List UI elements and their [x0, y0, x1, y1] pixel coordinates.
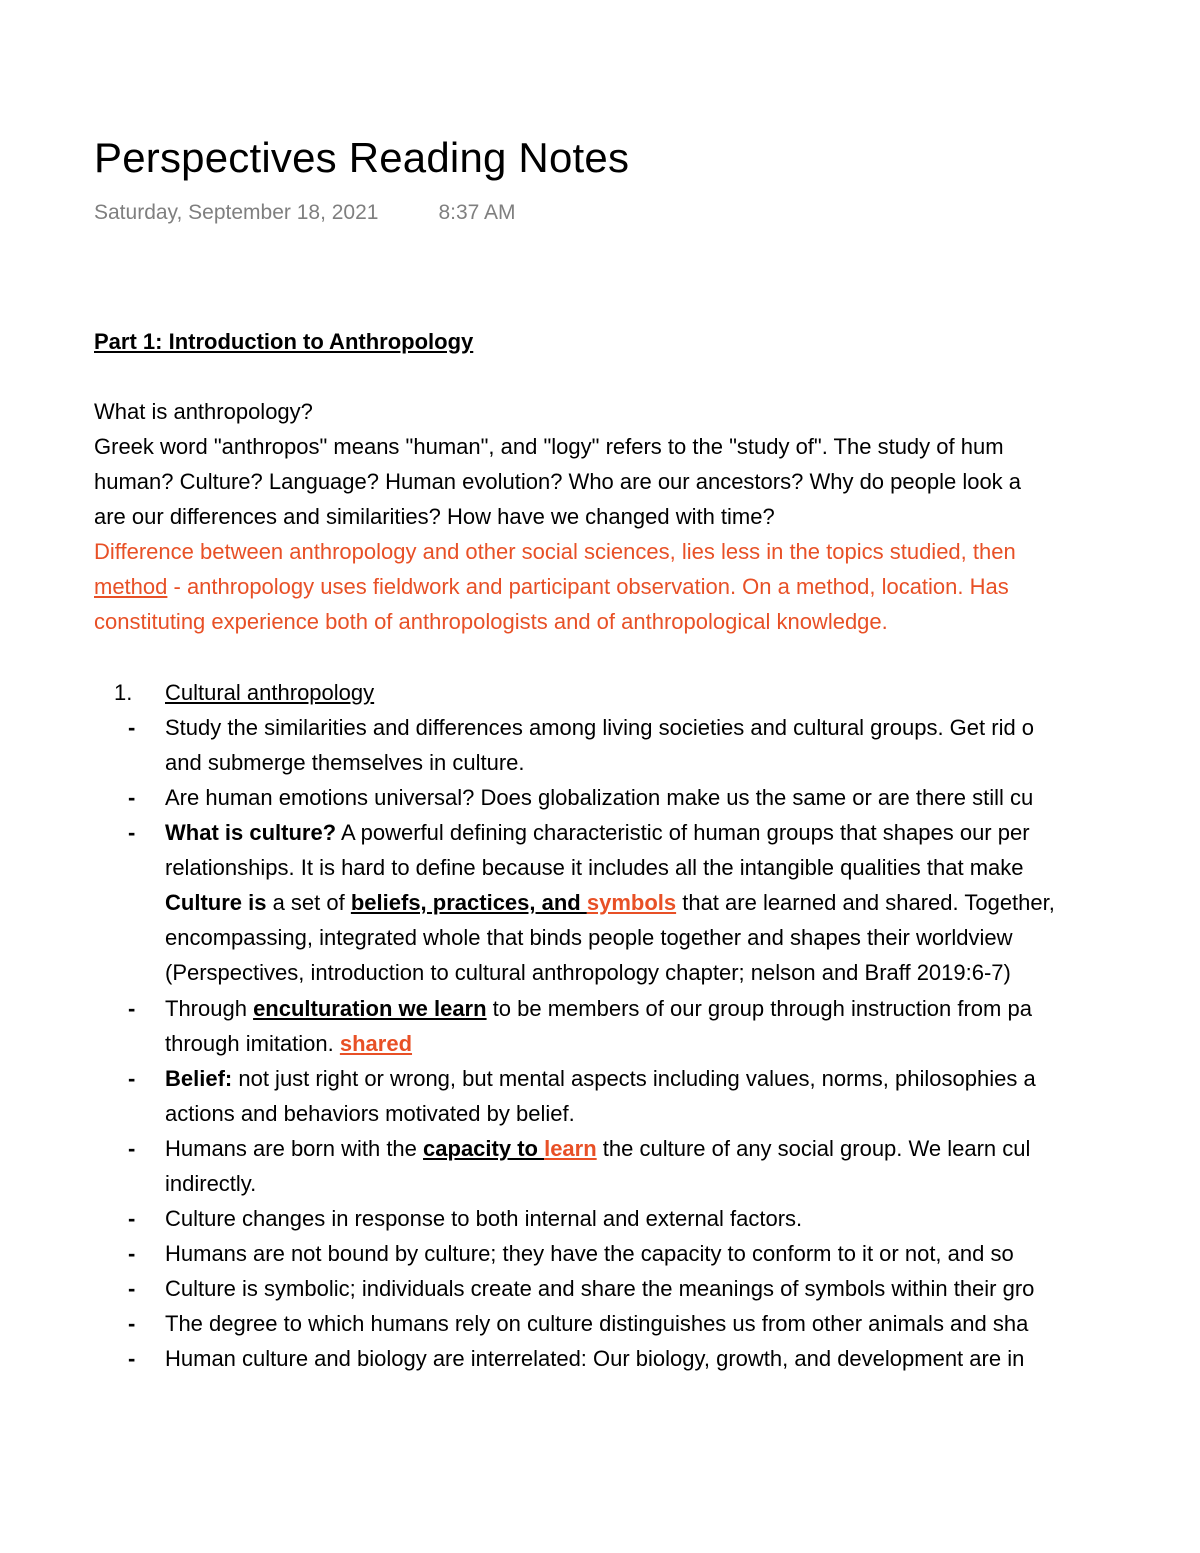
list-item: Culture is symbolic; individuals create and share the meanings of symbols within their gro	[165, 1276, 1035, 1301]
list-item	[165, 817, 1030, 849]
list-number: 1.	[114, 680, 133, 705]
highlight-line	[94, 571, 1009, 603]
list-item: Humans are not bound by culture; they have the capacity to conform to it or not, and so	[165, 1241, 1014, 1266]
list-item-continuation: encompassing, integrated whole that binds people together and shapes their worldview	[165, 925, 1013, 950]
list-item-continuation: (Perspectives, introduction to cultural anthropology chapter; nelson and Braff 2019:6-7)	[165, 960, 1011, 985]
bullet-dash: -	[128, 1276, 136, 1301]
list-text: Humans are born with the	[165, 1136, 424, 1161]
bold-term: What is culture?	[165, 820, 337, 845]
page-time: 8:37 AM	[438, 201, 516, 224]
bullet-dash: -	[128, 1136, 136, 1161]
list-text: that are learned and shared. Together,	[676, 890, 1055, 915]
bullet-dash: -	[128, 1066, 136, 1091]
bullet-dash: -	[128, 1346, 136, 1371]
list-text: a set of	[266, 890, 351, 915]
bold-term: Culture is	[165, 890, 267, 915]
question-line: What is anthropology?	[94, 399, 313, 424]
list-text: the culture of any social group. We learn cul	[596, 1136, 1031, 1161]
page-title: Perspectives Reading Notes	[94, 134, 630, 181]
bullet-dash: -	[128, 715, 136, 740]
list-item-continuation: actions and behaviors motivated by belief.	[165, 1101, 575, 1126]
bold-underlined-term: capacity to	[423, 1136, 545, 1161]
list-title: Cultural anthropology	[165, 680, 375, 705]
list-item: Study the similarities and differences among living societies and cultural groups. Get rid o	[165, 715, 1035, 740]
list-item-continuation: indirectly.	[165, 1171, 257, 1196]
list-text: A powerful defining characteristic of human groups that shapes our per	[336, 820, 1030, 845]
list-item	[165, 1063, 1036, 1095]
list-item-continuation	[165, 887, 1055, 919]
list-text: Through	[165, 996, 254, 1021]
bullet-dash: -	[128, 996, 136, 1021]
bullet-dash: -	[128, 1206, 136, 1231]
bold-term: Belief:	[165, 1066, 233, 1091]
list-item	[165, 993, 1032, 1025]
bold-underlined-term: beliefs, practices, and	[350, 890, 587, 915]
bullet-dash: -	[128, 1241, 136, 1266]
list-item-continuation	[165, 1028, 412, 1060]
red-term: symbols	[586, 890, 677, 915]
list-item: The degree to which humans rely on culture distinguishes us from other animals and sha	[165, 1311, 1029, 1336]
red-term: shared	[339, 1031, 413, 1056]
paragraph-line: human? Culture? Language? Human evolution? Who are our ancestors? Why do people look a	[94, 469, 1022, 494]
red-term: learn	[544, 1136, 597, 1161]
list-item	[165, 1133, 1030, 1165]
page-date: Saturday, September 18, 2021	[94, 201, 379, 224]
bullet-dash: -	[128, 785, 136, 810]
highlight-line: constituting experience both of anthropologists and of anthropological knowledge.	[94, 609, 888, 634]
list-item: Culture changes in response to both internal and external factors.	[165, 1206, 803, 1231]
list-item: Are human emotions universal? Does globalization make us the same or are there still cu	[165, 785, 1034, 810]
page-timestamp	[94, 199, 516, 227]
bold-underlined-term: enculturation we learn	[253, 996, 487, 1021]
bullet-dash: -	[128, 820, 136, 845]
list-item-continuation: relationships. It is hard to define because it includes all the intangible qualities that make	[165, 855, 1024, 880]
list-item-continuation: and submerge themselves in culture.	[165, 750, 525, 775]
paragraph-line: are our differences and similarities? How have we changed with time?	[94, 504, 775, 529]
highlight-text: - anthropology uses fieldwork and participant observation. On a method, location. Has	[167, 574, 1009, 599]
list-item: Human culture and biology are interrelated: Our biology, growth, and development are in	[165, 1346, 1025, 1371]
list-text: through imitation.	[165, 1031, 340, 1056]
underlined-term: method	[94, 574, 168, 599]
list-text: to be members of our group through instruction from pa	[486, 996, 1032, 1021]
section-heading: Part 1: Introduction to Anthropology	[94, 329, 474, 354]
bullet-dash: -	[128, 1311, 136, 1336]
paragraph-line: Greek word "anthropos" means "human", and "logy" refers to the "study of". The study of hum	[94, 434, 1004, 459]
list-text: not just right or wrong, but mental aspects including values, norms, philosophies a	[232, 1066, 1036, 1091]
highlight-line: Difference between anthropology and other social sciences, lies less in the topics studied, then	[94, 539, 1016, 564]
